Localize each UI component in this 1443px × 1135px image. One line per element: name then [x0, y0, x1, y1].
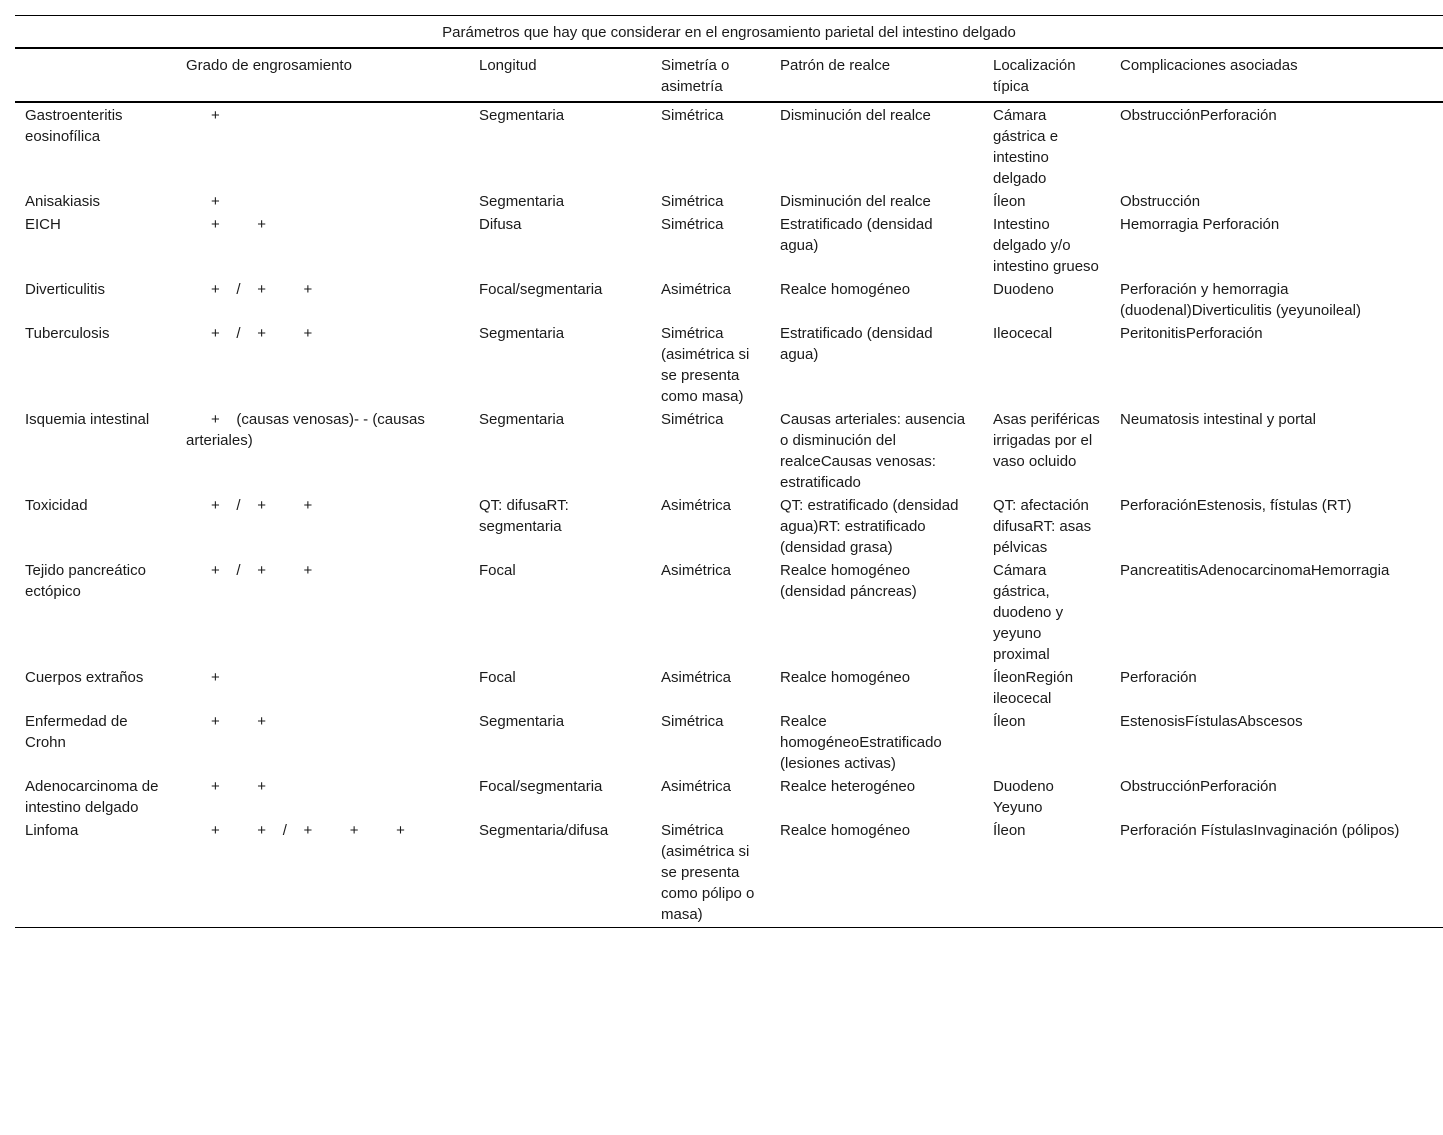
cell-symmetry: Simétrica (asimétrica si se presenta como pólipo o masa)	[661, 822, 755, 923]
cell-location: Íleon	[993, 193, 1026, 210]
cell-length: Segmentaria	[479, 713, 565, 730]
cell-symmetry: Simétrica	[661, 411, 724, 428]
cell-length: Focal	[479, 669, 516, 686]
cell-symmetry: Asimétrica	[661, 497, 732, 514]
table-row	[15, 279, 1443, 323]
cell-enhancement: Realce homogéneo (densidad páncreas)	[780, 562, 917, 600]
cell-grade: +	[186, 193, 220, 210]
table-row	[15, 214, 1443, 279]
cell-symmetry: Asimétrica	[661, 669, 732, 686]
cell-complications: PancreatitisAdenocarcinomaHemorragia	[1120, 562, 1390, 579]
cell-complications: Neumatosis intestinal y portal	[1120, 411, 1316, 428]
cell-symmetry: Simétrica	[661, 216, 724, 233]
header-enhancement: Patrón de realce	[780, 57, 891, 74]
cell-enhancement: Realce homogéneo	[780, 822, 911, 839]
cell-symmetry: Simétrica (asimétrica si se presenta como masa)	[661, 325, 750, 405]
table-row	[15, 820, 1443, 928]
cell-location: Intestino delgado y/o intestino grueso	[993, 216, 1099, 275]
header-entity	[15, 49, 176, 102]
table-row	[15, 495, 1443, 560]
table-row	[15, 776, 1443, 820]
cell-grade: + +	[186, 713, 267, 730]
cell-length: Focal	[479, 562, 516, 579]
cell-complications: ObstrucciónPerforación	[1120, 778, 1277, 795]
cell-entity: Tejido pancreático ectópico	[25, 562, 146, 600]
cell-complications: ObstrucciónPerforación	[1120, 107, 1277, 124]
cell-symmetry: Asimétrica	[661, 778, 732, 795]
cell-enhancement: Causas arteriales: ausencia o disminución del realceCausas venosas: estratificado	[780, 411, 966, 491]
cell-entity: Toxicidad	[25, 497, 88, 514]
cell-entity: Diverticulitis	[25, 281, 106, 298]
cell-enhancement: Realce homogéneo	[780, 281, 911, 298]
cell-grade: +	[186, 669, 220, 686]
table-row	[15, 409, 1443, 495]
cell-location: QT: afectación difusaRT: asas pélvicas	[993, 497, 1092, 556]
cell-grade: + / + +	[186, 325, 313, 342]
cell-symmetry: Asimétrica	[661, 562, 732, 579]
cell-location: ÍleonRegión ileocecal	[993, 669, 1074, 707]
header-row	[15, 49, 1443, 102]
cell-entity: Isquemia intestinal	[25, 411, 150, 428]
cell-symmetry: Simétrica	[661, 713, 724, 730]
cell-enhancement: Disminución del realce	[780, 107, 931, 124]
cell-symmetry: Asimétrica	[661, 281, 732, 298]
cell-entity: Anisakiasis	[25, 193, 101, 210]
cell-grade: + +	[186, 216, 267, 233]
parameters-table	[15, 15, 1443, 928]
cell-length: Segmentaria	[479, 411, 565, 428]
cell-entity: Adenocarcinoma de intestino delgado	[25, 778, 159, 816]
cell-enhancement: Estratificado (densidad agua)	[780, 216, 933, 254]
cell-entity: Tuberculosis	[25, 325, 110, 342]
cell-location: Íleon	[993, 713, 1026, 730]
cell-length: Segmentaria	[479, 193, 565, 210]
cell-complications: Perforación FístulasInvaginación (pólipos)	[1120, 822, 1400, 839]
cell-enhancement: Estratificado (densidad agua)	[780, 325, 933, 363]
cell-complications: Obstrucción	[1120, 193, 1201, 210]
cell-location: Duodeno	[993, 281, 1054, 298]
cell-grade: + / + +	[186, 562, 313, 579]
cell-location: Asas periféricas irrigadas por el vaso ocluido	[993, 411, 1100, 470]
cell-enhancement: Disminución del realce	[780, 193, 931, 210]
cell-length: Segmentaria/difusa	[479, 822, 609, 839]
header-symmetry: Simetría o asimetría	[661, 57, 730, 95]
cell-complications: PeritonitisPerforación	[1120, 325, 1263, 342]
cell-grade: + + / + + +	[186, 822, 405, 839]
header-length: Longitud	[479, 57, 537, 74]
cell-grade: + / + +	[186, 497, 313, 514]
cell-length: QT: difusaRT: segmentaria	[479, 497, 569, 535]
cell-entity: Linfoma	[25, 822, 79, 839]
cell-complications: Perforación	[1120, 669, 1197, 686]
table-row	[15, 560, 1443, 667]
header-complications: Complicaciones asociadas	[1120, 57, 1298, 74]
cell-complications: PerforaciónEstenosis, fístulas (RT)	[1120, 497, 1352, 514]
table-row	[15, 711, 1443, 776]
cell-grade: + +	[186, 778, 267, 795]
table-row	[15, 191, 1443, 214]
cell-location: Cámara gástrica e intestino delgado	[993, 107, 1059, 187]
cell-symmetry: Simétrica	[661, 193, 724, 210]
cell-complications: Perforación y hemorragia (duodenal)Diverticulitis (yeyunoileal)	[1120, 281, 1361, 319]
cell-symmetry: Simétrica	[661, 107, 724, 124]
cell-entity: EICH	[25, 216, 61, 233]
cell-location: Ileocecal	[993, 325, 1053, 342]
cell-grade: + (causas venosas)- - (causas arteriales)	[186, 411, 425, 449]
cell-length: Segmentaria	[479, 325, 565, 342]
header-grade: Grado de engrosamiento	[186, 57, 352, 74]
cell-entity: Cuerpos extraños	[25, 669, 144, 686]
cell-length: Focal/segmentaria	[479, 778, 603, 795]
cell-enhancement: Realce homogéneo	[780, 669, 911, 686]
cell-entity: Gastroenteritis eosinofílica	[25, 107, 123, 145]
cell-entity: Enfermedad de Crohn	[25, 713, 128, 751]
table-row	[15, 667, 1443, 711]
cell-complications: EstenosisFístulasAbscesos	[1120, 713, 1303, 730]
header-location: Localización típica	[993, 57, 1076, 95]
table-title: Parámetros que hay que considerar en el engrosamiento parietal del intestino delgado	[15, 15, 1443, 49]
cell-enhancement: QT: estratificado (densidad agua)RT: estratificado (densidad grasa)	[780, 497, 959, 556]
cell-length: Focal/segmentaria	[479, 281, 603, 298]
cell-location: Duodeno Yeyuno	[993, 778, 1054, 816]
cell-location: Cámara gástrica, duodeno y yeyuno proximal	[993, 562, 1064, 663]
cell-enhancement: Realce homogéneoEstratificado (lesiones activas)	[780, 713, 942, 772]
table-row	[15, 102, 1443, 191]
table-row	[15, 323, 1443, 409]
cell-grade: +	[186, 107, 220, 124]
cell-grade: + / + +	[186, 281, 313, 298]
cell-length: Segmentaria	[479, 107, 565, 124]
cell-enhancement: Realce heterogéneo	[780, 778, 916, 795]
cell-complications: Hemorragia Perforación	[1120, 216, 1280, 233]
cell-length: Difusa	[479, 216, 522, 233]
cell-location: Íleon	[993, 822, 1026, 839]
